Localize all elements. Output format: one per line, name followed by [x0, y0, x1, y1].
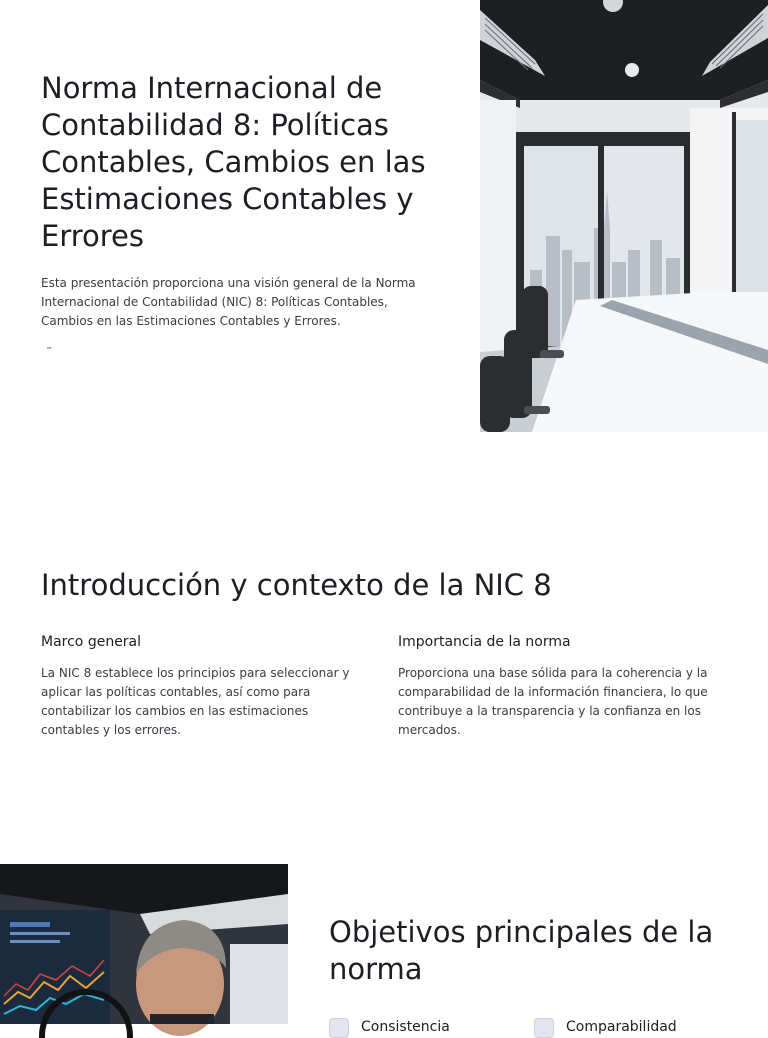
- intro-column-heading: Importancia de la norma: [398, 634, 571, 650]
- analyst-illustration: [0, 864, 288, 1024]
- analyst-with-magnifier-image: [0, 864, 288, 1024]
- hero-description: Esta presentación proporciona una visión general de la Norma Internacional de Contabilidad (NIC) 8: Políticas Contables, Cambios en las Estimaciones Contables y Errores.: [41, 276, 416, 328]
- intro-column-general: [41, 632, 366, 740]
- author-mark: ᴰᴿ: [47, 347, 52, 353]
- office-meeting-room-image: [480, 0, 768, 432]
- objective-label: Consistencia: [361, 1019, 450, 1035]
- office-meeting-room-illustration: [480, 0, 768, 432]
- intro-column-text: Proporciona una base sólida para la coherencia y la comparabilidad de la información financiera, lo que contribuye a la transparencia y la confianza en los mercados.: [398, 666, 708, 737]
- intro-column-importance: [398, 632, 723, 740]
- hero-title: Norma Internacional de Contabilidad 8: Políticas Contables, Cambios en las Estimaciones Contables y Errores: [41, 71, 426, 253]
- checkbox-icon: [534, 1018, 554, 1038]
- intro-column-text: La NIC 8 establece los principios para seleccionar y aplicar las políticas contables, así como para contabilizar los cambios en las estimaciones contables y los errores.: [41, 666, 350, 737]
- checkbox-icon: [329, 1018, 349, 1038]
- intro-column-heading: Marco general: [41, 634, 142, 650]
- objective-label: Comparabilidad: [566, 1019, 677, 1035]
- intro-title: Introducción y contexto de la NIC 8: [41, 568, 552, 602]
- objectives-title: Objetivos principales de la norma: [329, 915, 714, 986]
- hero-slide: [0, 0, 768, 432]
